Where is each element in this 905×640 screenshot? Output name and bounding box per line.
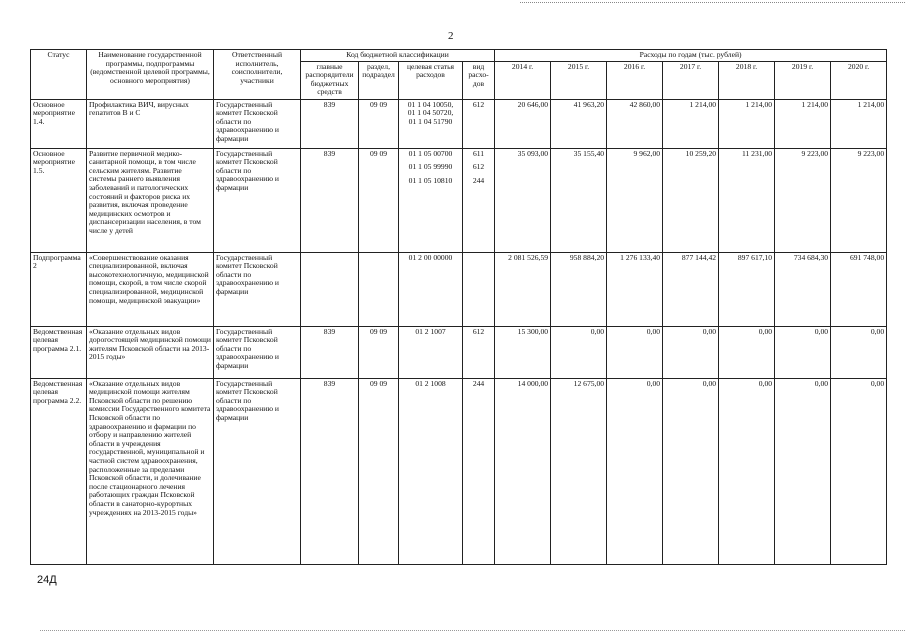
header-status: Статус — [31, 50, 87, 100]
cell-value-2018: 0,00 — [719, 378, 775, 564]
cell-target: 01 1 04 10050, 01 1 04 50720, 01 1 04 51790 — [399, 99, 463, 148]
cell-status: Основное мероприятие 1.5. — [31, 148, 87, 252]
header-budget-code: Код бюджетной классификации — [301, 50, 495, 62]
cell-value-2016: 0,00 — [607, 326, 663, 378]
cell-target: 01 2 1007 — [399, 326, 463, 378]
header-year-2020: 2020 г. — [831, 61, 887, 99]
cell-value-2020: 9 223,00 — [831, 148, 887, 252]
cell-value-2020: 0,00 — [831, 378, 887, 564]
header-expenses: Расходы по годам (тыс. рублей) — [495, 50, 887, 62]
header-responsible: Ответственный исполнитель, соисполнители, участники — [214, 50, 301, 100]
cell-value-2018: 1 214,00 — [719, 99, 775, 148]
cell-value-2015: 12 675,00 — [551, 378, 607, 564]
cell-kind: 612 — [463, 99, 495, 148]
cell-value-2015: 0,00 — [551, 326, 607, 378]
table-row — [31, 252, 887, 326]
budget-table — [30, 49, 887, 565]
header-year-2019: 2019 г. — [775, 61, 831, 99]
cell-value-2017: 877 144,42 — [663, 252, 719, 326]
cell-responsible: Государственный комитет Псковской области по здравоохранению и фармации — [214, 252, 301, 326]
cell-name: «Оказание отдельных видов медицинской помощи жителям Псковской области по решению комиссии Государственного комитета Псковской области по здравоохранению и фармации по отбору и направлению жителей области в учреждения государственной, муниципальной и частной систем здравоохранения, расположенные за пределами Псковской области, и долечивание после стационарного лечения работающих граждан Псковской области в санаторно-курортных учреждениях на 2013-2015 годы» — [87, 378, 214, 564]
cell-value-2018: 0,00 — [719, 326, 775, 378]
cell-value-2015: 958 884,20 — [551, 252, 607, 326]
cell-section: 09 09 — [359, 148, 399, 252]
cell-value-2019: 0,00 — [775, 378, 831, 564]
cell-grbs: 839 — [301, 148, 359, 252]
cell-target: 01 2 1008 — [399, 378, 463, 564]
cell-responsible: Государственный комитет Псковской области по здравоохранению и фармации — [214, 148, 301, 252]
cell-value-2019: 734 684,30 — [775, 252, 831, 326]
scan-artifact-top — [520, 2, 905, 3]
cell-value-2016: 9 962,00 — [607, 148, 663, 252]
header-grbs: главные распорядители бюджетных средств — [301, 61, 359, 99]
cell-grbs: 839 — [301, 378, 359, 564]
cell-value-2019: 0,00 — [775, 326, 831, 378]
header-year-2014: 2014 г. — [495, 61, 551, 99]
cell-name: «Совершенствование оказания специализированной, включая высокотехнологичную, медицинской помощи, скорой, в том числе скорой специализированной, медицинской помощи, медицинской эвакуации» — [87, 252, 214, 326]
table-row — [31, 326, 887, 378]
cell-value-2017: 0,00 — [663, 378, 719, 564]
cell-kind: 244 — [463, 378, 495, 564]
cell-section: 09 09 — [359, 326, 399, 378]
footer-code: 24Д — [37, 574, 57, 586]
cell-name: Профилактика ВИЧ, вирусных гепатитов В и С — [87, 99, 214, 148]
cell-responsible: Государственный комитет Псковской области по здравоохранению и фармации — [214, 99, 301, 148]
cell-value-2016: 42 860,00 — [607, 99, 663, 148]
header-name: Наименование государственной программы, подпрограммы (ведомственной целевой программы, основного мероприятия) — [87, 50, 214, 100]
cell-name: «Оказание отдельных видов дорогостоящей медицинской помощи жителям Псковской области на 2013-2015 годы» — [87, 326, 214, 378]
cell-name: Развитие первичной медико-санитарной помощи, в том числе сельским жителям. Развитие системы раннего выявления заболеваний и патологических состояний и факторов риска их развития, включая проведение медицинских осмотров и диспансеризации населения, в том числе у детей — [87, 148, 214, 252]
header-kind: вид расхо-дов — [463, 61, 495, 99]
cell-value-2018: 897 617,10 — [719, 252, 775, 326]
cell-value-2014: 15 300,00 — [495, 326, 551, 378]
cell-status: Основное мероприятие 1.4. — [31, 99, 87, 148]
cell-grbs — [301, 252, 359, 326]
cell-section: 09 09 — [359, 99, 399, 148]
cell-value-2020: 1 214,00 — [831, 99, 887, 148]
cell-value-2015: 35 155,40 — [551, 148, 607, 252]
cell-value-2016: 0,00 — [607, 378, 663, 564]
cell-value-2015: 41 963,20 — [551, 99, 607, 148]
header-target: целевая статья расходов — [399, 61, 463, 99]
cell-target: 01 1 05 00700 01 1 05 99990 01 1 05 10810 — [399, 148, 463, 252]
cell-kind: 611 612 244 — [463, 148, 495, 252]
cell-value-2014: 20 646,00 — [495, 99, 551, 148]
cell-value-2020: 0,00 — [831, 326, 887, 378]
cell-responsible: Государственный комитет Псковской области по здравоохранению и фармации — [214, 378, 301, 564]
cell-kind: 612 — [463, 326, 495, 378]
cell-status: Ведомственная целевая программа 2.1. — [31, 326, 87, 378]
cell-value-2014: 35 093,00 — [495, 148, 551, 252]
cell-value-2016: 1 276 133,40 — [607, 252, 663, 326]
cell-grbs: 839 — [301, 326, 359, 378]
cell-section — [359, 252, 399, 326]
header-year-2016: 2016 г. — [607, 61, 663, 99]
cell-responsible: Государственный комитет Псковской области по здравоохранению и фармации — [214, 326, 301, 378]
cell-status: Подпрограмма 2 — [31, 252, 87, 326]
cell-value-2019: 9 223,00 — [775, 148, 831, 252]
cell-value-2014: 2 081 526,59 — [495, 252, 551, 326]
cell-kind — [463, 252, 495, 326]
table-row — [31, 378, 887, 564]
header-year-2015: 2015 г. — [551, 61, 607, 99]
cell-value-2017: 10 259,20 — [663, 148, 719, 252]
table-row — [31, 99, 887, 148]
header-year-2017: 2017 г. — [663, 61, 719, 99]
table-row — [31, 148, 887, 252]
cell-grbs: 839 — [301, 99, 359, 148]
cell-value-2017: 1 214,00 — [663, 99, 719, 148]
cell-status: Ведомственная целевая программа 2.2. — [31, 378, 87, 564]
header-year-2018: 2018 г. — [719, 61, 775, 99]
cell-value-2018: 11 231,00 — [719, 148, 775, 252]
cell-target: 01 2 00 00000 — [399, 252, 463, 326]
cell-value-2020: 691 748,00 — [831, 252, 887, 326]
cell-value-2014: 14 000,00 — [495, 378, 551, 564]
page-number: 2 — [448, 30, 454, 42]
cell-value-2019: 1 214,00 — [775, 99, 831, 148]
header-section: раздел, подраздел — [359, 61, 399, 99]
scan-artifact-bottom — [40, 630, 905, 631]
cell-value-2017: 0,00 — [663, 326, 719, 378]
cell-section: 09 09 — [359, 378, 399, 564]
